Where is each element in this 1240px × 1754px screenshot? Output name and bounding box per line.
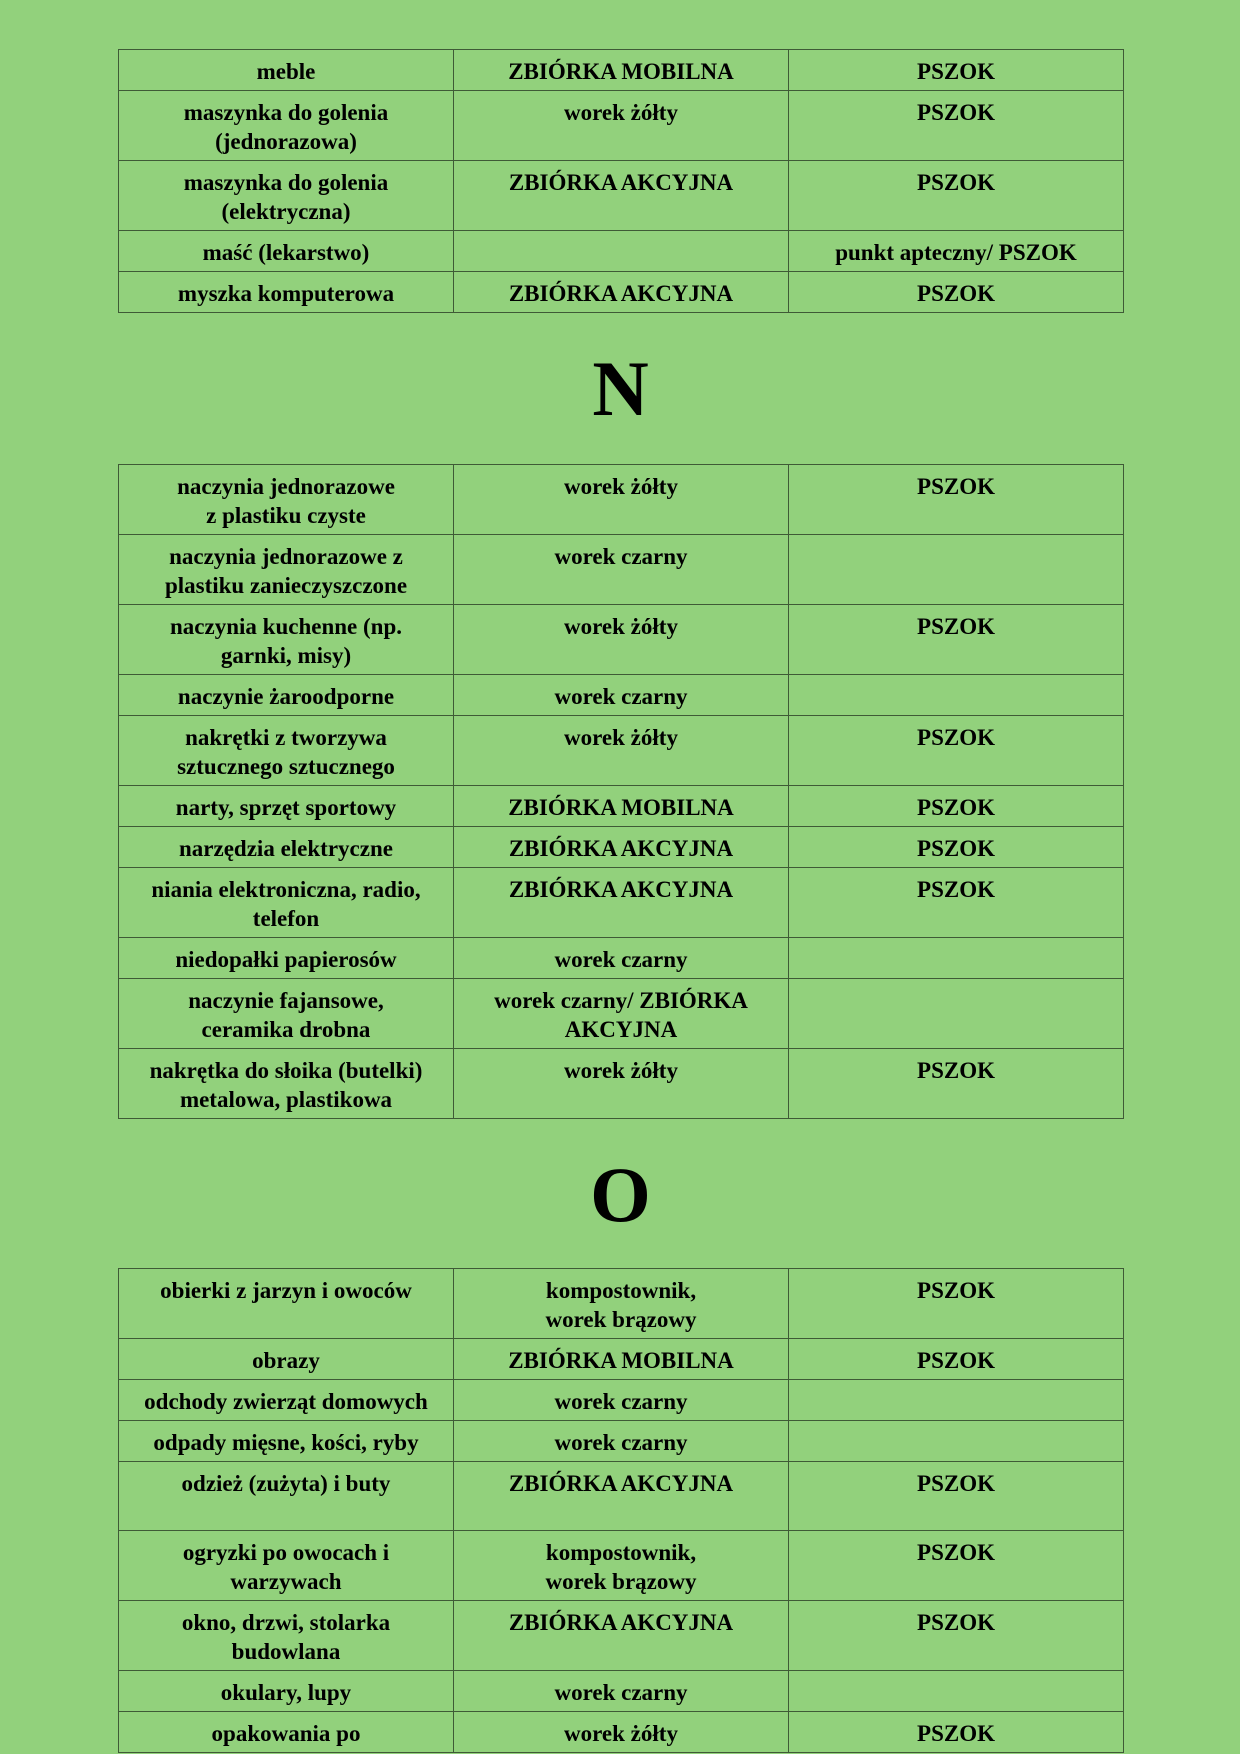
item-name-cell: meble <box>119 50 454 91</box>
alternative-cell <box>789 938 1124 979</box>
item-name-cell: okulary, lupy <box>119 1671 454 1712</box>
container-cell: worek żółty <box>454 716 789 786</box>
container-cell: worek żółty <box>454 1712 789 1753</box>
table-letter-n <box>118 464 1124 1119</box>
table-row <box>119 1712 1124 1753</box>
container-cell: worek czarny/ ZBIÓRKA AKCYJNA <box>454 979 789 1049</box>
alternative-cell: PSZOK <box>789 161 1124 231</box>
alternative-cell <box>789 675 1124 716</box>
table-letter-o <box>118 1268 1124 1753</box>
item-name-cell: narzędzia elektryczne <box>119 827 454 868</box>
alternative-cell: punkt apteczny/ PSZOK <box>789 231 1124 272</box>
item-name-cell: maszynka do golenia (elektryczna) <box>119 161 454 231</box>
table-row <box>119 1339 1124 1380</box>
container-cell: worek czarny <box>454 1671 789 1712</box>
item-name-cell: myszka komputerowa <box>119 272 454 313</box>
table-row <box>119 605 1124 675</box>
container-cell: worek czarny <box>454 1421 789 1462</box>
alternative-cell: PSZOK <box>789 1269 1124 1339</box>
container-cell: worek czarny <box>454 535 789 605</box>
item-name-cell: nakrętki z tworzywa sztucznego sztucznego <box>119 716 454 786</box>
item-name-cell: odchody zwierząt domowych <box>119 1380 454 1421</box>
item-name-cell: maść (lekarstwo) <box>119 231 454 272</box>
alternative-cell: PSZOK <box>789 91 1124 161</box>
item-name-cell: ogryzki po owocach i warzywach <box>119 1531 454 1601</box>
container-cell: worek żółty <box>454 465 789 535</box>
table-row <box>119 1049 1124 1119</box>
table-row <box>119 868 1124 938</box>
container-cell: ZBIÓRKA MOBILNA <box>454 50 789 91</box>
table-row <box>119 91 1124 161</box>
container-cell: worek czarny <box>454 938 789 979</box>
container-cell: worek żółty <box>454 1049 789 1119</box>
table-row <box>119 938 1124 979</box>
table-row <box>119 1269 1124 1339</box>
table-row <box>119 1531 1124 1601</box>
alternative-cell <box>789 1421 1124 1462</box>
table-row <box>119 675 1124 716</box>
alternative-cell: PSZOK <box>789 716 1124 786</box>
container-cell: ZBIÓRKA AKCYJNA <box>454 272 789 313</box>
item-name-cell: obrazy <box>119 1339 454 1380</box>
section-heading-o: O <box>590 1151 651 1238</box>
item-name-cell: naczynia jednorazowe z plastiku zanieczyszczone <box>119 535 454 605</box>
document-page <box>118 49 1123 1753</box>
container-cell <box>454 231 789 272</box>
container-cell: worek czarny <box>454 1380 789 1421</box>
table-row <box>119 272 1124 313</box>
table-row <box>119 50 1124 91</box>
table-row <box>119 979 1124 1049</box>
alternative-cell <box>789 535 1124 605</box>
item-name-cell: naczynia kuchenne (np. garnki, misy) <box>119 605 454 675</box>
container-cell: ZBIÓRKA AKCYJNA <box>454 827 789 868</box>
item-name-cell: narty, sprzęt sportowy <box>119 786 454 827</box>
table-row <box>119 1462 1124 1531</box>
alternative-cell: PSZOK <box>789 1049 1124 1119</box>
container-cell: worek żółty <box>454 91 789 161</box>
item-name-cell: naczynie żaroodporne <box>119 675 454 716</box>
item-name-cell: naczynia jednorazowe z plastiku czyste <box>119 465 454 535</box>
table-row <box>119 161 1124 231</box>
alternative-cell: PSZOK <box>789 50 1124 91</box>
alternative-cell: PSZOK <box>789 1531 1124 1601</box>
table-row <box>119 231 1124 272</box>
container-cell: worek żółty <box>454 605 789 675</box>
item-name-cell: okno, drzwi, stolarka budowlana <box>119 1601 454 1671</box>
item-name-cell: odzież (zużyta) i buty <box>119 1462 454 1531</box>
alternative-cell: PSZOK <box>789 1339 1124 1380</box>
alternative-cell: PSZOK <box>789 272 1124 313</box>
item-name-cell: naczynie fajansowe, ceramika drobna <box>119 979 454 1049</box>
container-cell: worek czarny <box>454 675 789 716</box>
container-cell: kompostownik, worek brązowy <box>454 1531 789 1601</box>
alternative-cell: PSZOK <box>789 1601 1124 1671</box>
alternative-cell <box>789 1671 1124 1712</box>
container-cell: ZBIÓRKA MOBILNA <box>454 786 789 827</box>
item-name-cell: nakrętka do słoika (butelki) metalowa, plastikowa <box>119 1049 454 1119</box>
container-cell: ZBIÓRKA AKCYJNA <box>454 1601 789 1671</box>
alternative-cell: PSZOK <box>789 786 1124 827</box>
table-row <box>119 716 1124 786</box>
table-row <box>119 786 1124 827</box>
container-cell: ZBIÓRKA AKCYJNA <box>454 868 789 938</box>
item-name-cell: niedopałki papierosów <box>119 938 454 979</box>
table-row <box>119 1421 1124 1462</box>
item-name-cell: obierki z jarzyn i owoców <box>119 1269 454 1339</box>
table-row <box>119 535 1124 605</box>
item-name-cell: opakowania po <box>119 1712 454 1753</box>
container-cell: ZBIÓRKA AKCYJNA <box>454 1462 789 1531</box>
alternative-cell: PSZOK <box>789 465 1124 535</box>
item-name-cell: odpady mięsne, kości, ryby <box>119 1421 454 1462</box>
item-name-cell: maszynka do golenia (jednorazowa) <box>119 91 454 161</box>
item-name-cell: niania elektroniczna, radio, telefon <box>119 868 454 938</box>
container-cell: ZBIÓRKA MOBILNA <box>454 1339 789 1380</box>
container-cell: ZBIÓRKA AKCYJNA <box>454 161 789 231</box>
alternative-cell: PSZOK <box>789 605 1124 675</box>
table-row <box>119 1601 1124 1671</box>
table-letter-m <box>118 49 1124 313</box>
alternative-cell <box>789 1380 1124 1421</box>
table-row <box>119 1671 1124 1712</box>
section-heading-n: N <box>592 345 649 432</box>
alternative-cell: PSZOK <box>789 1712 1124 1753</box>
container-cell: kompostownik, worek brązowy <box>454 1269 789 1339</box>
alternative-cell: PSZOK <box>789 1462 1124 1531</box>
table-row <box>119 1380 1124 1421</box>
alternative-cell: PSZOK <box>789 827 1124 868</box>
table-row <box>119 827 1124 868</box>
alternative-cell: PSZOK <box>789 868 1124 938</box>
alternative-cell <box>789 979 1124 1049</box>
table-row <box>119 465 1124 535</box>
